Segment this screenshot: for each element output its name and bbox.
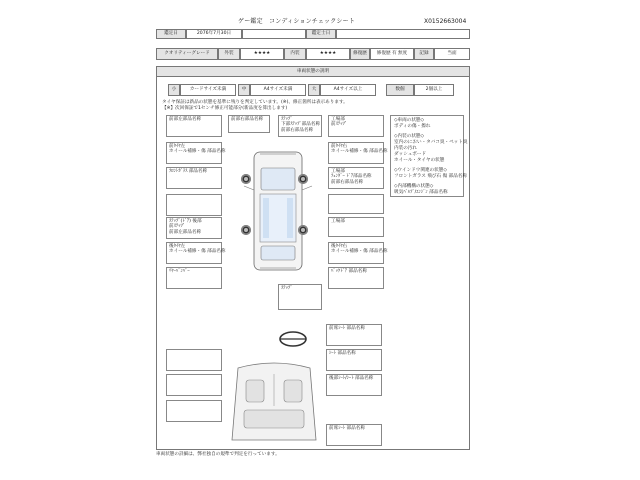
- damage-box-blank-l3: [166, 374, 222, 396]
- damage-box-label: ｽﾃｯﾌﾟ: [281, 286, 293, 291]
- right-notes-panel: [390, 115, 468, 197]
- exterior-rating: ★★★★: [253, 51, 271, 57]
- right-note-4: 室内のにおい・タバコ臭・ペット臭: [394, 140, 468, 145]
- legend-medium-desc: A4サイズ未満: [263, 87, 293, 93]
- condition-check-sheet: [154, 14, 474, 466]
- damage-box-rear-tire-right: [328, 242, 388, 264]
- interior-label: 内装: [290, 51, 300, 57]
- damage-box-step-rear: [278, 284, 322, 310]
- rear-left-wheel-icon: [241, 225, 251, 235]
- damage-box-blank-l2: [166, 349, 222, 371]
- interior-value-cell: [306, 48, 350, 60]
- damage-box-label: 前部左部品名称: [169, 117, 202, 122]
- interior-label-cell: [284, 48, 306, 60]
- count-value: 2個以上: [425, 87, 443, 93]
- cert-value: 修復歴 有 無度: [376, 51, 408, 57]
- damage-box-front-tire-left: [166, 142, 226, 164]
- legend-small-desc-cell: [180, 84, 236, 96]
- count-value-cell: [414, 84, 454, 96]
- exterior-label-cell: [218, 48, 240, 60]
- steering-wheel-icon: [278, 330, 308, 348]
- damage-box-label: ﾌﾛﾝﾄｶﾞﾗｽ 部品名称: [169, 169, 208, 174]
- damage-box-label: 前席ｼｰﾄ 部品名称: [329, 326, 365, 331]
- record-label-cell: [414, 48, 434, 60]
- footer-note: 車両状態の詳細は、弊社独自の規準で判定を行っています。: [156, 452, 280, 457]
- blank-cell-2: [336, 29, 470, 39]
- right-note-2: ボディの傷・擦れ: [394, 124, 431, 129]
- date-label-cell: [156, 29, 186, 39]
- damage-box-step-front: [278, 115, 322, 137]
- date-value: 2076年7月30日: [196, 31, 232, 37]
- damage-box-label: 前ﾀｲﾔ左 ホイール補修・傷 部品名称: [169, 144, 226, 155]
- car-interior-illustration: [224, 360, 324, 446]
- damage-box-back-door: [328, 267, 384, 289]
- record-value: 当面: [447, 51, 457, 57]
- front-right-wheel-icon: [298, 174, 308, 184]
- legend-large: 大: [311, 87, 317, 93]
- date-value-cell: [186, 29, 242, 39]
- exterior-label: 外装: [224, 51, 234, 57]
- count-label: 数個: [395, 87, 405, 93]
- damage-box-front-seat: [326, 324, 382, 346]
- record-label: 記録: [419, 51, 429, 57]
- damage-box-rear-bumper: [166, 267, 222, 289]
- damage-box-label: 後部ｼｰﾄ/ｼｰﾄ 部品名称: [329, 376, 374, 381]
- right-note-8: ◇ウインドウ関連の状態◇: [394, 168, 447, 173]
- interior-rating: ★★★★: [319, 51, 337, 57]
- damage-box-label: ｼｰﾄ 部品名称: [329, 351, 356, 356]
- damage-box-windshield: [166, 167, 222, 189]
- right-note-7: ホイール・タイヤの状態: [394, 158, 445, 163]
- damage-box-label: 工場部: [331, 219, 345, 224]
- right-note-9: フロントガラス 飛び石 傷 部品名称: [394, 174, 468, 179]
- note-line-1: タイヤ保証は新品の状態を基準に残りを判定しています。(※)、修正箇所は表示あります。: [162, 100, 348, 105]
- right-note-1: ◇車両の状態◇: [394, 118, 425, 123]
- damage-box-front-tire-right: [328, 142, 388, 164]
- damage-box-label: 前席ｼｰﾄ 部品名称: [329, 426, 365, 431]
- legend-large-desc-cell: [320, 84, 376, 96]
- right-note-10: ◇内部機構の状態◇: [394, 184, 434, 189]
- legend-small-cell: [168, 84, 180, 96]
- damage-box-label: 前ﾀｲﾔ右 ホイール補修・傷 部品名称: [331, 144, 388, 155]
- damage-box-front-seat-2: [326, 424, 382, 446]
- legend-large-desc: A4サイズ以上: [333, 87, 363, 93]
- damage-box-label: 後ﾀｲﾔ右 ホイール補修・傷 部品名称: [331, 244, 388, 255]
- cert-label: 修復歴: [353, 51, 367, 57]
- cert-label-cell: [350, 48, 370, 60]
- damage-box-blank-l1: [166, 194, 222, 216]
- damage-box-rear-tire-left: [166, 242, 226, 264]
- damage-box-blank-l4: [166, 400, 222, 422]
- exterior-value-cell: [240, 48, 284, 60]
- document-number: X0152663004: [424, 18, 467, 25]
- right-note-11: 吸気ﾊﾞﾙﾌﾞ/ｴﾝｼﾞﾝ 部品名称: [394, 190, 448, 195]
- date-label: 鑑定日: [164, 31, 178, 37]
- appraiser-label: 鑑定士日: [311, 31, 331, 37]
- damage-box-side-left: [166, 217, 222, 239]
- appraiser-label-cell: [306, 29, 336, 39]
- note-line-2: 【※】次回保証で1センチ修正可能部分(新品度を算出します): [162, 106, 288, 111]
- record-value-cell: [434, 48, 470, 60]
- legend-medium: 中: [241, 87, 247, 93]
- front-left-wheel-icon: [241, 174, 251, 184]
- damage-box-label: ｽﾃｯﾌﾟ 下部ｽﾃｯﾌﾟ部品名称 前部右部品名称: [281, 117, 321, 133]
- damage-box-factory-rear: [328, 217, 384, 237]
- car-top-view-illustration: [230, 142, 328, 282]
- right-note-5: 内装の汚れ: [394, 146, 417, 151]
- damage-box-fender-door: [328, 167, 384, 189]
- damage-box-factory-front: [328, 115, 384, 137]
- rear-right-wheel-icon: [298, 225, 308, 235]
- damage-box-label: 工場部 前ｽﾃｯﾌﾟ: [331, 117, 348, 128]
- legend-medium-cell: [238, 84, 250, 96]
- damage-box-label: 後ﾀｲﾔ左 ホイール補修・傷 部品名称: [169, 244, 226, 255]
- damage-box-front-left: [166, 115, 222, 137]
- damage-box-rear-seat: [326, 374, 382, 396]
- damage-box-label: 前部右部品名称: [231, 117, 264, 122]
- grade-label-cell: [156, 48, 218, 60]
- cert-value-cell: [370, 48, 414, 60]
- blank-cell-1: [242, 29, 306, 39]
- damage-box-blank-r1: [328, 194, 384, 214]
- damage-box-seat: [326, 349, 382, 371]
- legend-small: 小: [171, 87, 177, 93]
- sheet-title: ゲー鑑定 コンディションチェックシート: [238, 18, 356, 25]
- damage-box-label: ﾊﾞｯｸﾄﾞｱ 部品名称: [331, 269, 367, 274]
- legend-medium-desc-cell: [250, 84, 306, 96]
- damage-box-label: ﾘﾔｰﾊﾞﾝﾊﾟｰ: [169, 269, 190, 274]
- count-label-cell: [386, 84, 414, 96]
- legend-small-desc: カードサイズ未満: [189, 87, 227, 93]
- right-note-6: ダッシュボード: [394, 152, 427, 157]
- right-note-3: ◇内装の状態◇: [394, 134, 425, 139]
- damage-box-label: 工場部 ﾌｪﾝﾀﾞｰ ﾄﾞｱ部品名称 前部右部品名称: [331, 169, 372, 185]
- legend-large-cell: [308, 84, 320, 96]
- diagram-header-cell: [156, 66, 470, 77]
- damage-box-label: ｽﾃｯﾌﾟ(ﾄﾞｱ) 後部 前ｽﾃｯﾌﾟ 前部左部品名称: [169, 219, 202, 235]
- damage-box-front-right: [228, 115, 270, 133]
- diagram-header: 車両状態の説明: [296, 68, 330, 74]
- grade-label: クオリティーグレード: [164, 51, 210, 57]
